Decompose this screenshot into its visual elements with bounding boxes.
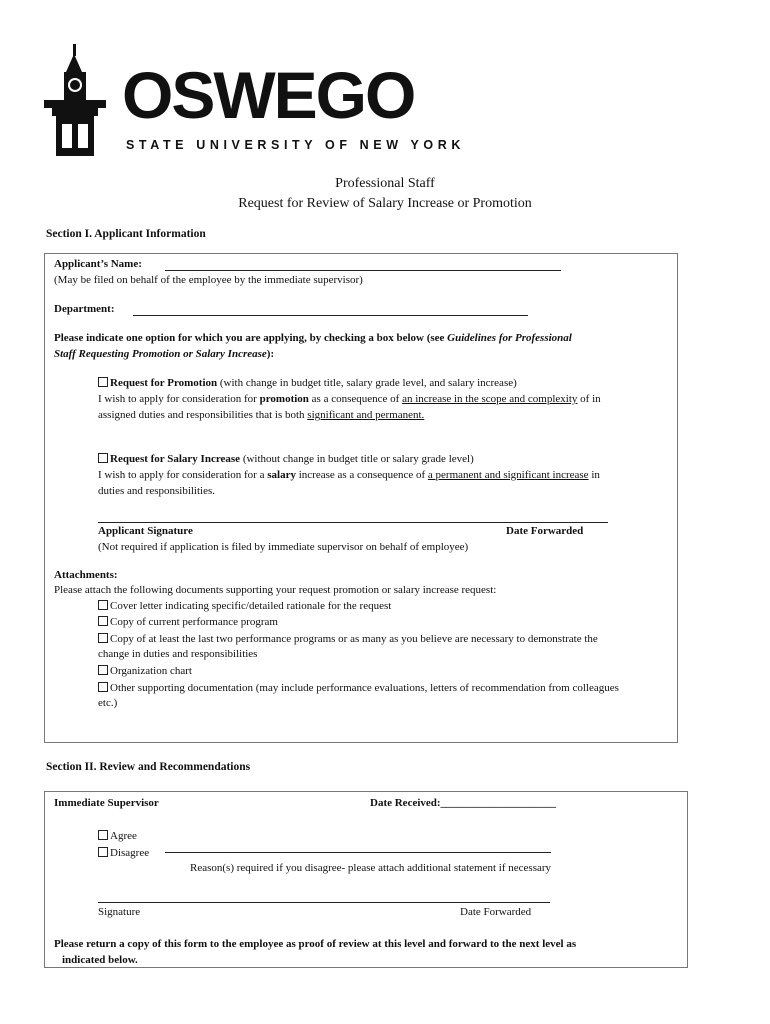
salary-checkbox[interactable]	[98, 453, 108, 463]
signature-label: Signature	[98, 906, 141, 918]
form-title: Professional Staff	[335, 176, 435, 191]
signature-note: (Not required if application is filed by immediate supervisor on behalf of employee)	[98, 541, 469, 553]
cover-letter-checkbox[interactable]	[98, 600, 108, 610]
date-received-label[interactable]: Date Received:_____________________	[370, 797, 557, 809]
other-docs-checkbox[interactable]	[98, 682, 108, 692]
disagree-option: Disagree	[98, 845, 149, 861]
org-chart-checkbox[interactable]	[98, 665, 108, 675]
agree-option: Agree	[98, 828, 137, 844]
attachment-past-programs: Copy of at least the last two performance programs or as many as you believe are necessary to demonstrate the	[98, 631, 670, 647]
attachment-performance-program: Copy of current performance program	[98, 614, 278, 630]
form-subtitle: Request for Review of Salary Increase or Promotion	[238, 196, 532, 211]
attachments-intro: Please attach the following documents supporting your request promotion or salary increase request:	[54, 584, 497, 596]
applicant-name-note: (May be filed on behalf of the employee by the immediate supervisor)	[54, 274, 363, 286]
applicant-name-field[interactable]	[165, 270, 561, 271]
agree-checkbox[interactable]	[98, 830, 108, 840]
department-field[interactable]	[133, 315, 528, 316]
section2-heading: Section II. Review and Recommendations	[46, 761, 251, 773]
past-programs-checkbox[interactable]	[98, 633, 108, 643]
attachment-other-cont: etc.)	[98, 697, 118, 709]
applicant-name-label: Applicant’s Name:	[54, 258, 142, 270]
attachment-cover-letter: Cover letter indicating specific/detailed rationale for the request	[98, 598, 391, 614]
attachment-past-programs-cont: change in duties and responsibilities	[98, 648, 258, 660]
attachment-other: Other supporting documentation (may include performance evaluations, letters of recommendation from colleagues	[98, 680, 672, 696]
department-label: Department:	[54, 303, 115, 315]
reason-line[interactable]	[165, 852, 551, 853]
promotion-checkbox[interactable]	[98, 377, 108, 387]
return-instructions: Please return a copy of this form to the employee as proof of review at this level and forward to the next level as indicated below.	[54, 938, 577, 966]
guidelines-link[interactable]: Guidelines for Professional	[447, 332, 572, 344]
date-forwarded-label: Date Forwarded	[506, 525, 584, 537]
applicant-signature-label: Applicant Signature	[98, 525, 193, 537]
performance-program-checkbox[interactable]	[98, 616, 108, 626]
promotion-option: Request for Promotion (with change in budget title, salary grade level, and salary increase) I wish to apply for consideration for promotion as a consequence of an increase in the scope and complexity of in assigned duties and responsibilities that is both significant and permanent.	[98, 377, 601, 421]
salary-option: Request for Salary Increase (without change in budget title or salary grade level) I wish to apply for consideration for a salary increase as a consequence of a permanent and significant increase in duties and responsibilities.	[98, 453, 600, 497]
logo-subtitle: STATE UNIVERSITY OF NEW YORK	[126, 138, 466, 152]
logo-wordmark: OSWEGO	[122, 58, 415, 132]
immediate-supervisor-label: Immediate Supervisor	[54, 797, 159, 809]
attachments-heading: Attachments:	[54, 569, 118, 581]
date-forwarded-label-2: Date Forwarded	[460, 906, 532, 918]
section1-heading: Section I. Applicant Information	[46, 228, 206, 240]
supervisor-signature-line[interactable]	[98, 902, 550, 903]
attachment-org-chart: Organization chart	[98, 663, 192, 679]
disagree-checkbox[interactable]	[98, 847, 108, 857]
indicate-instructions: Please indicate one option for which you are applying, by checking a box below (see Guidelines for Professional Staff Requesting Promotion or Salary Increase):	[54, 332, 572, 360]
clock-tower-icon	[40, 42, 120, 157]
reason-note: Reason(s) required if you disagree- please attach additional statement if necessary	[190, 862, 552, 874]
